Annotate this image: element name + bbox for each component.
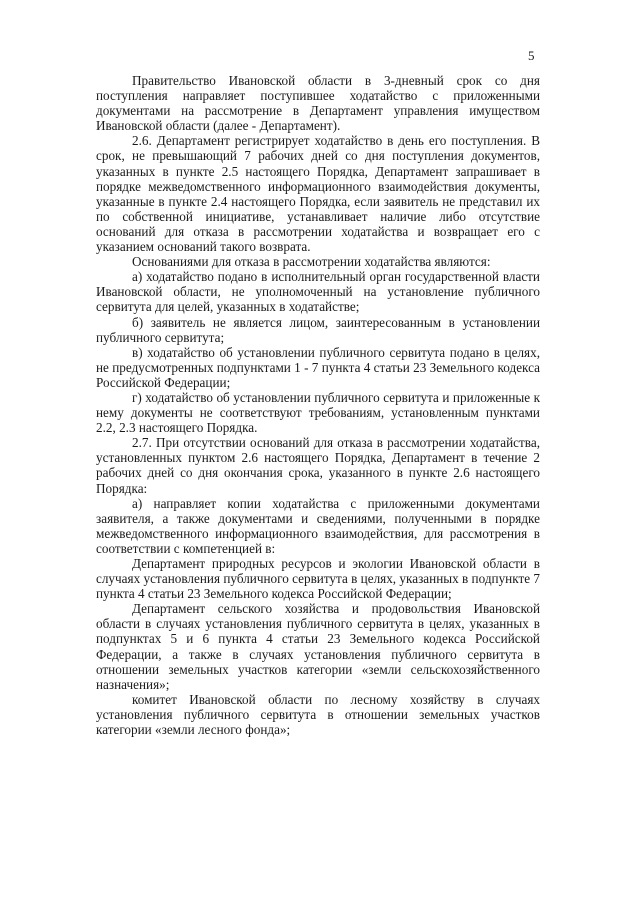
paragraph-2-6: 2.6. Департамент регистрирует ходатайство в день его поступления. В срок, не превышающий 7 рабочих дней со дня поступления документов, указанных в пункте 2.5 настоящего Порядка, Департамент запрашивает в порядке межведомственного информационного взаимодействия документы, указанные в пункте 2.4 настоящего Порядка, если заявитель не представил их по собственной инициативе, устанавливает наличие либо отсутствие оснований для отказа в рассмотрении ходатайства и возвращает его с указанием оснований такого возврата. (96, 133, 540, 255)
paragraph-ground-g: г) ходатайство об установлении публичного сервитута и приложенные к нему документы не соответствуют требованиям, установленным пунктами 2.2, 2.3 настоящего Порядка. (96, 389, 540, 436)
paragraph-ground-a: а) ходатайство подано в исполнительный орган государственной власти Ивановской области, не уполномоченный на установление публичного сервитута для целей, указанных в ходатайстве; (96, 269, 540, 315)
paragraph-ground-b: б) заявитель не является лицом, заинтересованным в установлении публичного сервитута; (96, 314, 540, 345)
paragraph-2-7: 2.7. При отсутствии оснований для отказа в рассмотрении ходатайства, установленных пунктом 2.6 настоящего Порядка, Департамент в течение 2 рабочих дней со дня окончания срока, указанного в пункте 2.6 настоящего Порядка: (96, 435, 540, 496)
page-number: 5 (528, 48, 535, 63)
paragraph-dept-agriculture: Департамент сельского хозяйства и продовольствия Ивановской области в случаях установления публичного сервитута в целях, указанных в подпунктах 5 и 6 пункта 4 статьи 23 Земельного кодекса Российской Федерации, а также в случаях установления публичного сервитута в отношении земельных участков категории «земли сельскохозяйственного назначения»; (96, 601, 540, 692)
paragraph-dept-natural-resources: Департамент природных ресурсов и экологии Ивановской области в случаях установления публичного сервитута в целях, указанных в подпункте 7 пункта 4 статьи 23 Земельного кодекса Российской Федерации; (96, 556, 540, 602)
paragraph-submission: Правительство Ивановской области в 3-дневный срок со дня поступления направляет поступившее ходатайство с приложенными документами на рассмотрение в Департамент управления имуществом Ивановской области (далее - Департамент). (96, 73, 540, 134)
paragraph-2-7-a: а) направляет копии ходатайства с приложенными документами заявителя, а также документами и сведениями, полученными в порядке межведомственного информационного взаимодействия, для рассмотрения в соответствии с компетенцией в: (96, 495, 540, 556)
paragraph-ground-v: в) ходатайство об установлении публичного сервитута подано в целях, не предусмотренных подпунктами 1 - 7 пункта 4 статьи 23 Земельного кодекса Российской Федерации; (96, 344, 540, 390)
paragraph-forestry-committee: комитет Ивановской области по лесному хозяйству в случаях установления публичного сервитута в отношении земельных участков категории «земли лесного фонда»; (96, 691, 540, 738)
paragraph-refusal-grounds: Основаниями для отказа в рассмотрении ходатайства являются: (132, 254, 491, 270)
document-body (96, 73, 540, 737)
